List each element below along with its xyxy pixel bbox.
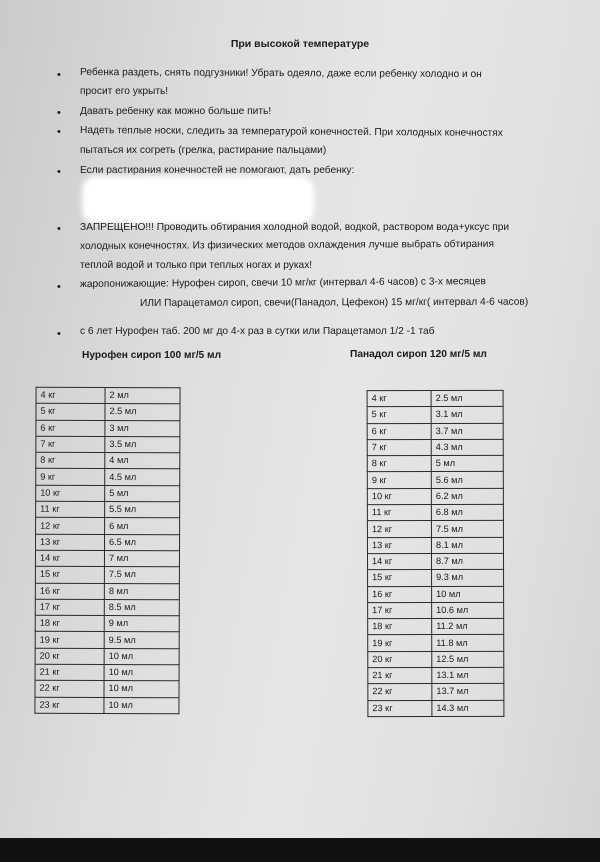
- table-row: [367, 537, 503, 554]
- weight-cell: 4 кг: [36, 387, 105, 404]
- table-row: [35, 599, 179, 616]
- bullet-1: •: [57, 69, 61, 81]
- text-line: Если растирания конечностей не помогают, дать ребенку:: [80, 165, 355, 176]
- table-row: [367, 521, 503, 538]
- text-line: холодных конечностях. Из физических методов охлаждения лучше выбрать обтирания: [79, 238, 495, 252]
- dose-cell: 10 мл: [432, 586, 504, 602]
- dose-cell: 6 мл: [105, 518, 180, 535]
- weight-cell: 16 кг: [35, 583, 104, 600]
- weight-cell: 14 кг: [368, 553, 432, 569]
- weight-cell: 10 кг: [367, 488, 431, 504]
- dose-cell: 5.5 мл: [105, 502, 180, 519]
- dose-cell: 8.1 мл: [431, 537, 503, 553]
- weight-cell: 19 кг: [35, 632, 104, 649]
- weight-cell: 12 кг: [367, 521, 431, 537]
- table-row: [36, 387, 180, 404]
- weight-cell: 15 кг: [368, 570, 432, 586]
- dose-cell: 11.2 мл: [432, 618, 504, 634]
- nurofen-heading: Нурофен сироп 100 мг/5 мл: [82, 350, 222, 361]
- weight-cell: 21 кг: [35, 664, 104, 681]
- dose-cell: 5 мл: [431, 456, 503, 472]
- table-row: [35, 664, 179, 681]
- page-title: При высокой температуре: [230, 38, 370, 50]
- dose-cell: 7 мл: [104, 550, 179, 567]
- table-row: [35, 697, 179, 714]
- dose-cell: 6.8 мл: [431, 504, 503, 520]
- weight-cell: 18 кг: [368, 619, 432, 635]
- panadol-heading: Панадол сироп 120 мг/5 мл: [350, 349, 487, 360]
- weight-cell: 13 кг: [36, 534, 105, 551]
- dose-cell: 11.8 мл: [432, 635, 504, 651]
- dose-cell: 13.7 мл: [432, 684, 504, 700]
- table-row: [367, 472, 503, 489]
- table-row: [36, 469, 180, 486]
- dose-cell: 5 мл: [105, 485, 180, 502]
- table-row: [36, 436, 180, 453]
- weight-cell: 7 кг: [367, 439, 431, 455]
- dose-cell: 9 мл: [104, 616, 179, 633]
- dose-cell: 4.5 мл: [105, 469, 180, 486]
- dose-cell: 4 мл: [105, 453, 180, 470]
- text-line: теплой водой и только при теплых ногах и руках!: [80, 260, 313, 271]
- weight-cell: 20 кг: [35, 648, 104, 665]
- weight-cell: 10 кг: [36, 485, 105, 502]
- weight-cell: 9 кг: [367, 472, 431, 488]
- weight-cell: 6 кг: [36, 420, 105, 437]
- weight-cell: 19 кг: [368, 635, 432, 651]
- dose-cell: 10 мл: [104, 681, 179, 698]
- table-row: [35, 583, 179, 600]
- weight-cell: 11 кг: [367, 505, 431, 521]
- table-row: [36, 534, 180, 551]
- table-row: [367, 456, 503, 473]
- weight-cell: 11 кг: [36, 501, 105, 518]
- weight-cell: 6 кг: [367, 423, 431, 439]
- table-row: [367, 390, 503, 407]
- dose-cell: 3.5 мл: [105, 436, 180, 453]
- table-row: [35, 648, 179, 665]
- table-row: [368, 667, 504, 684]
- table-row: [367, 407, 503, 424]
- dose-cell: 10 мл: [104, 648, 179, 665]
- bullet-6: •: [57, 281, 61, 293]
- bullet-4: •: [57, 166, 61, 178]
- table-row: [35, 550, 179, 567]
- dose-cell: 8.7 мл: [432, 553, 504, 569]
- table-row: [367, 504, 503, 521]
- weight-cell: 5 кг: [36, 404, 105, 421]
- dose-cell: 3.7 мл: [431, 423, 503, 439]
- text-line: ЗАПРЕЩЕНО!!! Проводить обтирания холодной водой, водкой, раствором вода+уксус при: [80, 222, 510, 233]
- weight-cell: 8 кг: [367, 456, 431, 472]
- weight-cell: 16 кг: [368, 586, 432, 602]
- dose-cell: 2.5 мл: [431, 390, 503, 406]
- text-line: просит его укрыть!: [80, 86, 169, 97]
- bullet-3: •: [57, 126, 61, 138]
- dose-cell: 13.1 мл: [432, 667, 504, 683]
- dose-cell: 9.3 мл: [432, 570, 504, 586]
- nurofen-dosage-table: [34, 387, 180, 714]
- weight-cell: 21 кг: [368, 668, 432, 684]
- table-row: [35, 681, 179, 698]
- dose-cell: 2.5 мл: [105, 404, 180, 421]
- table-row: [368, 553, 504, 570]
- dose-cell: 3 мл: [105, 420, 180, 437]
- bullet-7: •: [57, 328, 61, 340]
- table-row: [368, 684, 504, 701]
- table-row: [368, 570, 504, 587]
- table-row: [368, 602, 504, 619]
- dose-cell: 10 мл: [104, 697, 179, 714]
- weight-cell: 18 кг: [35, 615, 104, 632]
- weight-cell: 9 кг: [36, 469, 105, 486]
- dose-cell: 10 мл: [104, 665, 179, 682]
- table-row: [36, 501, 180, 518]
- weight-cell: 23 кг: [35, 697, 104, 714]
- dose-cell: 12.5 мл: [432, 651, 504, 667]
- weight-cell: 22 кг: [368, 684, 432, 700]
- bullet-2: •: [57, 107, 61, 119]
- weight-cell: 5 кг: [367, 407, 431, 423]
- table-row: [35, 632, 179, 649]
- weight-cell: 8 кг: [36, 452, 105, 469]
- weight-cell: 13 кг: [367, 537, 431, 553]
- table-row: [35, 567, 179, 584]
- dose-cell: 10.6 мл: [432, 602, 504, 618]
- table-row: [368, 700, 504, 717]
- dose-cell: 2 мл: [105, 387, 180, 404]
- text-line: Давать ребенку как можно больше пить!: [80, 106, 272, 117]
- weight-cell: 15 кг: [35, 567, 104, 584]
- table-row: [35, 615, 179, 632]
- dose-cell: 8 мл: [104, 583, 179, 600]
- panadol-dosage-table: [367, 390, 505, 717]
- screen-bottom-bar: [0, 838, 600, 862]
- table-row: [36, 518, 180, 535]
- dose-cell: 4.3 мл: [431, 439, 503, 455]
- table-row: [36, 485, 180, 502]
- weight-cell: 7 кг: [36, 436, 105, 453]
- table-row: [367, 488, 503, 505]
- text-line: жаропонижающие: Нурофен сироп, свечи 10 мг/кг (интервал 4-6 часов) с 3-х месяцев: [79, 276, 486, 290]
- dose-cell: 14.3 мл: [432, 700, 504, 716]
- weight-cell: 14 кг: [35, 550, 104, 567]
- table-row: [36, 420, 180, 437]
- table-row: [368, 586, 504, 603]
- weight-cell: 23 кг: [368, 700, 432, 716]
- table-row: [368, 651, 504, 668]
- table-row: [36, 404, 180, 421]
- dose-cell: 9.5 мл: [104, 632, 179, 649]
- weight-cell: 17 кг: [35, 599, 104, 616]
- weight-cell: 12 кг: [36, 518, 105, 535]
- dose-cell: 6.5 мл: [105, 534, 180, 551]
- dose-cell: 8.5 мл: [104, 599, 179, 616]
- table-row: [367, 439, 503, 456]
- bullet-5: •: [57, 223, 61, 235]
- dose-cell: 3.1 мл: [431, 407, 503, 423]
- weight-cell: 20 кг: [368, 651, 432, 667]
- table-row: [367, 423, 503, 440]
- table-row: [368, 618, 504, 635]
- dose-cell: 5.6 мл: [431, 472, 503, 488]
- weight-cell: 17 кг: [368, 602, 432, 618]
- dose-cell: 6.2 мл: [431, 488, 503, 504]
- table-row: [368, 635, 504, 652]
- text-line: Ребенка раздеть, снять подгузники! Убрать одеяло, даже если ребенку холодно и он: [79, 67, 482, 81]
- text-line: ИЛИ Парацетамол сироп, свечи(Панадол, Цефекон) 15 мг/кг( интервал 4-6 часов): [139, 296, 529, 309]
- text-line: с 6 лет Нурофен таб. 200 мг до 4-х раз в сутки или Парацетамол 1/2 -1 таб: [80, 326, 435, 337]
- text-line: Надеть теплые носки, следить за температурой конечностей. При холодных конечностях: [79, 125, 503, 139]
- weight-cell: 4 кг: [367, 391, 431, 407]
- redacted-area: [88, 182, 308, 218]
- text-line: пытаться их согреть (грелка, растирание пальцами): [80, 145, 327, 156]
- table-row: [36, 452, 180, 469]
- weight-cell: 22 кг: [35, 681, 104, 698]
- dose-cell: 7.5 мл: [104, 567, 179, 584]
- dose-cell: 7.5 мл: [431, 521, 503, 537]
